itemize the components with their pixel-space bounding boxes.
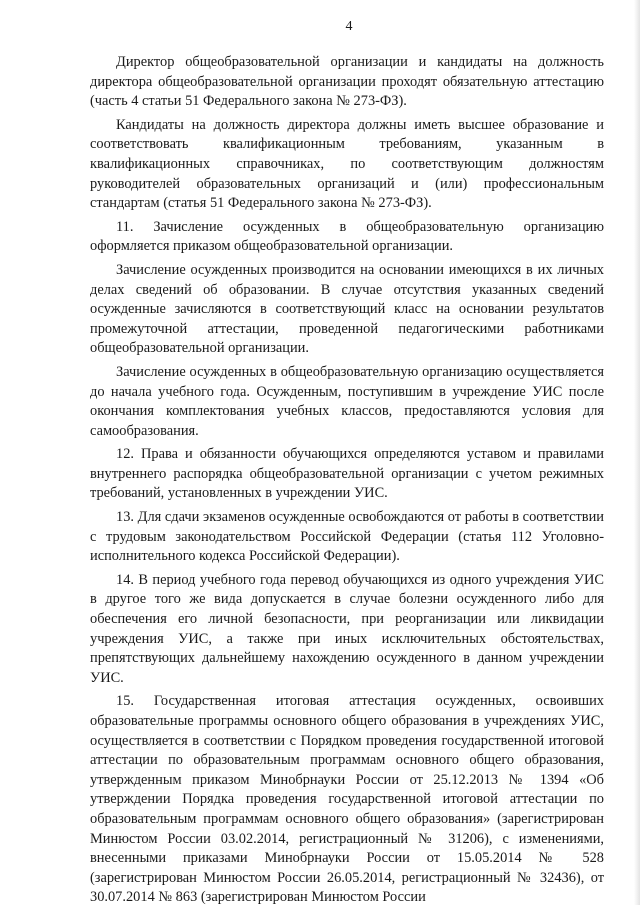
paragraph-enrollment-timing: Зачисление осужденных в общеобразовательную организацию осуществляется до начала учебного года. Осужденным, поступившим в учреждение УИС после окончания комплектования учебных классов, предоставляются условия для самообразования. bbox=[90, 363, 604, 439]
paragraph-12-rights-duties: 12. Права и обязанности обучающихся определяются уставом и правилами внутреннего распорядка общеобразовательной организации с учетом режимных требований, установленных в учреждении УИС. bbox=[90, 446, 604, 502]
paragraph-13-exams: 13. Для сдачи экзаменов осужденные освобождаются от работы в соответствии с трудовым законодательством Российской Федерации (статья 112 Уголовно-исполнительного кодекса Российской Федерации). bbox=[90, 509, 604, 565]
paragraph-director-candidates: Кандидаты на должность директора должны иметь высшее образование и соответствовать квалификационным требованиям, указанным в квалификационных справочниках, по соответствующим должностям руководителей образовательных организаций и (или) профессиональным стандартам (статья 51 Федерального закона № 273-ФЗ). bbox=[90, 116, 604, 212]
page-number: 4 bbox=[345, 19, 353, 34]
paragraph-director-attestation: Директор общеобразовательной организации и кандидаты на должность директора общеобразовательной организации проходят обязательную аттестацию (часть 4 статьи 51 Федерального закона № 273-ФЗ). bbox=[90, 54, 604, 110]
paragraph-11-enrollment-order: 11. Зачисление осужденных в общеобразовательную организацию оформляется приказом общеобразовательной организации. bbox=[90, 218, 604, 255]
paragraph-14-transfer: 14. В период учебного года перевод обучающихся из одного учреждения УИС в другое того же вида допускается в случае болезни осужденного либо для обеспечения его личной безопасности, при реорганизации или ликвидации учреждения УИС, а также при иных исключительных обстоятельствах, препятствующих дальнейшему нахождению осужденного в данном учреждении УИС. bbox=[90, 571, 604, 686]
paragraph-enrollment-basis: Зачисление осужденных производится на основании имеющихся в их личных делах сведений об образовании. В случае отсутствия указанных сведений осужденные зачисляются в соответствующий класс на основании результатов промежуточной аттестации, проведенной педагогическими работниками общеобразовательной организации. bbox=[90, 261, 604, 357]
page-edge-shadow bbox=[634, 0, 640, 905]
paragraph-15-final-attestation: 15. Государственная итоговая аттестация осужденных, освоивших образовательные программы основного общего образования в учреждениях УИС, осуществляется в соответствии с Порядком проведения государственной итоговой аттестации по образовательным программам основного общего образования, утвержденным приказом Минобрнауки России от 25.12.2013 № 1394 «Об утверждении Порядка проведения государственной итоговой аттестации по образовательным программам основного общего образования» (зарегистрирован Минюстом России 03.02.2014, регистрационный № 31206), с изменениями, внесенными приказами Минобрнауки России от 15.05.2014 № 528 (зарегистрирован Минюстом России 26.05.2014, регистрационный № 32436), от 30.07.2014 № 863 (зарегистрирован Минюстом России bbox=[90, 693, 604, 906]
